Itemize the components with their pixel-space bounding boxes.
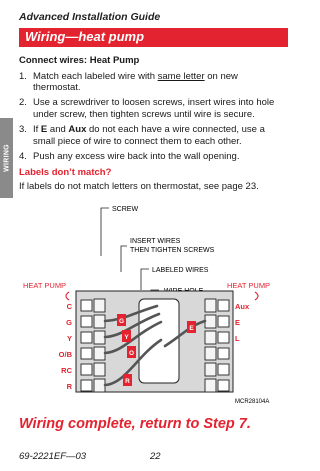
terminal-label-c: C — [66, 302, 72, 311]
step-3 — [19, 124, 281, 147]
side-tab-label: WIRING — [3, 144, 10, 172]
callout-insert-wires: INSERT WIRES — [130, 238, 181, 245]
part-number: MCR28104A — [235, 399, 270, 405]
labels-text: If labels do not match letters on thermostat, see page 23. — [19, 180, 259, 192]
step-number: 1. — [19, 70, 27, 82]
wiring-complete-heading: Wiring complete, return to Step 7. — [19, 416, 251, 432]
step-number: 4. — [19, 150, 27, 162]
step-text-underlined: same letter — [157, 70, 205, 82]
step-text-bold: E — [40, 123, 48, 135]
step-number: 2. — [19, 97, 27, 109]
bracket-icon-left — [66, 292, 69, 300]
terminal-label-r: R — [66, 382, 72, 391]
section-title: Wiring—heat pump — [25, 29, 145, 44]
heat-pump-label-right: HEAT PUMP — [227, 281, 271, 290]
heat-pump-label-left: HEAT PUMP — [23, 281, 67, 290]
callout-labeled-wires: LABELED WIRES — [152, 267, 209, 274]
step-text-bold: Aux — [68, 123, 87, 135]
step-text: Match each labeled wire with — [33, 70, 158, 82]
callout-screw: SCREW — [112, 206, 139, 213]
steps-list — [19, 71, 281, 163]
section-header-bar — [19, 28, 288, 47]
step-1 — [19, 71, 281, 94]
page-number: 22 — [150, 451, 161, 462]
step-text: and — [47, 123, 69, 135]
step-text: If — [33, 123, 41, 135]
document-code: 69-2221EF—03 — [19, 451, 87, 462]
step-text: on new thermostat. — [33, 70, 238, 94]
callout-tighten-screws: THEN TIGHTEN SCREWS — [130, 247, 215, 254]
step-2 — [19, 97, 281, 120]
terminal-label-l: L — [235, 334, 240, 343]
step-number: 3. — [19, 123, 27, 135]
instructions — [19, 55, 281, 192]
wire-tag-r: R — [125, 378, 130, 385]
wire-tag-g: G — [118, 318, 125, 325]
terminal-label-y: Y — [66, 334, 72, 343]
wiring-diagram — [19, 196, 281, 408]
side-tab — [0, 118, 13, 198]
terminal-label-ob: O/B — [58, 350, 72, 359]
step-text: Push any excess wire back into the wall opening. — [33, 150, 240, 162]
callout-lines — [101, 208, 159, 300]
terminal-label-aux: Aux — [235, 302, 250, 311]
bracket-icon-right — [255, 292, 258, 300]
step-text: do not each have a wire connected, use a small piece of wire to connect them to each other. — [33, 123, 265, 147]
step-4 — [19, 151, 281, 163]
guide-title: Advanced Installation Guide — [19, 11, 161, 23]
labels-heading: Labels don’t match? — [19, 167, 112, 179]
wire-tag-e: E — [189, 325, 194, 332]
terminal-label-g: G — [66, 318, 72, 327]
step-text: Use a screwdriver to loosen screws, insert wires into hole under screw, then tighten screws until wire is secure. — [33, 97, 275, 120]
wire-tag-o: O — [128, 350, 135, 357]
subhead: Connect wires: Heat Pump — [19, 55, 140, 66]
wire-tag-y: Y — [124, 334, 129, 341]
terminal-label-e: E — [235, 318, 241, 327]
terminal-label-rc: RC — [61, 366, 72, 375]
